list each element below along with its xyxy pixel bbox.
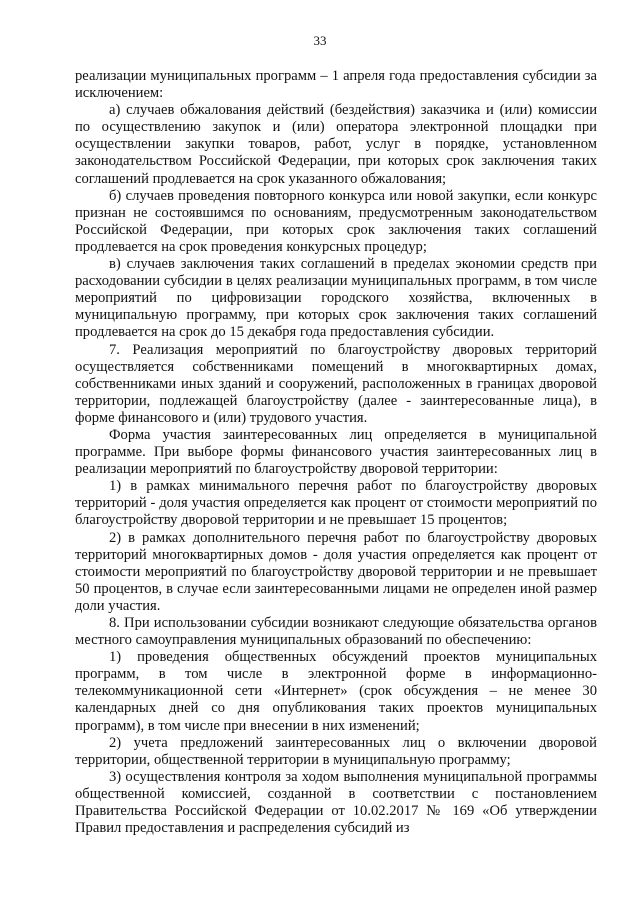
- paragraph-exception-a: а) случаев обжалования действий (бездействия) заказчика и (или) комиссии по осуществлению закупок и (или) оператора электронной площадки при осуществлении закупки товаров, работ, услуг в порядке, установленном законодательством Российской Федерации, при которых срок заключения таких соглашений продлевается на срок указанного обжалования;: [75, 102, 597, 187]
- paragraph-participation-form: Форма участия заинтересованных лиц определяется в муниципальной программе. При выборе формы финансового участия заинтересованных лиц в реализации мероприятий по благоустройству дворовой территории:: [75, 426, 597, 478]
- paragraph-obligation-2: 2) учета предложений заинтересованных лиц о включении дворовой территории, общественной территории в муниципальную программу;: [75, 734, 597, 768]
- paragraph-section-8: 8. При использовании субсидии возникают следующие обязательства органов местного самоуправления муниципальных образований по обеспечению:: [75, 615, 597, 649]
- paragraph-obligation-3: 3) осуществления контроля за ходом выполнения муниципальной программы общественной комиссией, созданной в соответствии с постановлением Правительства Российской Федерации от 10.02.2017 № 169 «Об утверждении Правил предоставления и распределения субсидий из: [75, 768, 597, 837]
- paragraph-item-1-minimal: 1) в рамках минимального перечня работ по благоустройству дворовых территорий - доля участия определяется как процент от стоимости мероприятий по благоустройству дворовой территории и не превышает 15 процентов;: [75, 478, 597, 529]
- paragraph-section-7: 7. Реализация мероприятий по благоустройству дворовых территорий осуществляется собственниками помещений в многоквартирных домах, собственниками иных зданий и сооружений, расположенных в границах дворовой территории, подлежащей благоустройству (далее - заинтересованные лица), в форме финансового и (или) трудового участия.: [75, 341, 597, 426]
- paragraph-obligation-1: 1) проведения общественных обсуждений проектов муниципальных программ, в том числе в электронной форме в информационно-телекоммуникационной сети «Интернет» (срок обсуждения – не менее 30 календарных дней со дня опубликования таких проектов муниципальных программ), в том числе при внесении в них изменений;: [75, 649, 597, 734]
- page-number: 33: [313, 33, 327, 48]
- paragraph-continuation: реализации муниципальных программ – 1 апреля года предоставления субсидии за исключением:: [75, 68, 597, 102]
- paragraph-item-2-additional: 2) в рамках дополнительного перечня работ по благоустройству дворовых территорий многоквартирных домов - доля участия определяется как процент от стоимости мероприятий по благоустройству дворовой территории и не превышает 50 процентов, в случае если заинтересованными лицами не определен иной размер доли участия.: [75, 529, 597, 614]
- paragraph-exception-b: б) случаев проведения повторного конкурса или новой закупки, если конкурс признан не состоявшимся по основаниям, предусмотренным законодательством Российской Федерации, при которых срок заключения таких соглашений продлевается на срок проведения конкурсных процедур;: [75, 187, 597, 255]
- document-body: [75, 68, 597, 837]
- paragraph-exception-c: в) случаев заключения таких соглашений в пределах экономии средств при расходовании субсидии в целях реализации муниципальных программ, в том числе мероприятий по цифровизации городского хозяйства, включенных в муниципальную программу, при которых срок заключения таких соглашений продлевается на срок до 15 декабря года предоставления субсидии.: [75, 256, 597, 341]
